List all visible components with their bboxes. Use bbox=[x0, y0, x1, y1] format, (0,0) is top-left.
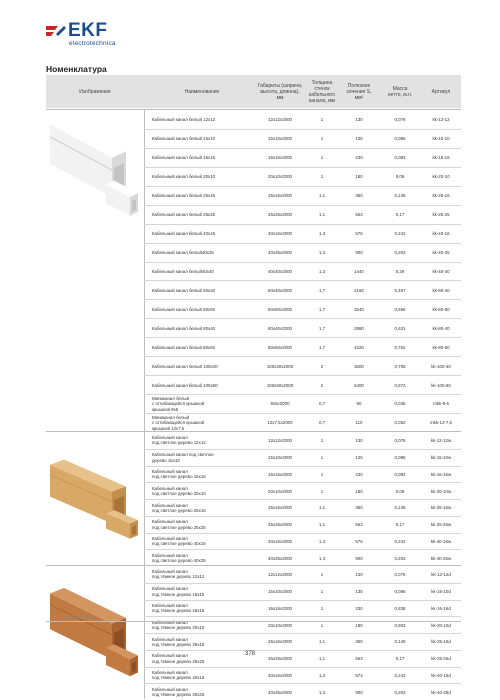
cell-thickness: 1,1 bbox=[318, 193, 326, 199]
cell-mass: 0,086 bbox=[394, 455, 406, 461]
cell-mass: 0,17 bbox=[395, 522, 405, 528]
cell-name: Кабельный канал белый40х25 bbox=[152, 249, 214, 255]
cell-dims: 40х16х2000 bbox=[268, 231, 292, 236]
table-row bbox=[144, 129, 461, 148]
cell-thickness: 1 bbox=[320, 589, 324, 595]
cell-thickness: 1,1 bbox=[318, 639, 326, 645]
brand-name: EKF bbox=[68, 20, 108, 41]
cell-dims: 80х60х2000 bbox=[268, 344, 292, 350]
cell-dims: 25х25х2000 bbox=[268, 522, 292, 528]
cell-dims: 60х40х2000 bbox=[268, 287, 292, 293]
cell-article: kk-25-25 bbox=[432, 212, 450, 218]
cell-mass: 0,149 bbox=[394, 639, 406, 645]
cell-mass: 0,17 bbox=[395, 212, 405, 218]
cell-mass: 0,242 bbox=[394, 231, 406, 236]
cell-name: Кабельный канал под тёмное дерево 16х16 bbox=[152, 603, 205, 614]
cell-article: kk-25-25d bbox=[431, 656, 451, 662]
cell-mass: 0,09 bbox=[395, 488, 405, 494]
cell-thickness: 1 bbox=[320, 455, 324, 461]
cell-dims: 16х16х2000 bbox=[268, 471, 292, 477]
table-row bbox=[144, 432, 461, 449]
cell-article: kk-15-10w bbox=[430, 455, 452, 461]
cell-dims: 80х40х2000 bbox=[268, 325, 292, 331]
ekf-logo bbox=[46, 20, 166, 52]
dark-wood-cable-channel-icon bbox=[50, 586, 138, 680]
cell-thickness: 2 bbox=[320, 382, 324, 388]
cell-mass: 0,076 bbox=[394, 116, 406, 122]
cell-dims: 100х60х2000 bbox=[266, 382, 294, 388]
cell-mass: 0,076 bbox=[394, 437, 406, 443]
cell-thickness: 1,7 bbox=[318, 344, 326, 350]
cell-article: kk-25-16d bbox=[431, 639, 451, 645]
table-row bbox=[144, 394, 461, 413]
cell-name: Кабельный канал белый 40х16 bbox=[152, 231, 216, 236]
cell-dims: 16х16х2000 bbox=[268, 155, 292, 161]
table-row bbox=[144, 466, 461, 483]
cell-dims: 9х5х2000 bbox=[270, 401, 290, 407]
cell-dims: 40х25х2000 bbox=[268, 689, 292, 695]
cell-section: 230 bbox=[355, 471, 363, 477]
cell-thickness: 0,7 bbox=[318, 401, 326, 407]
cell-article: kk-16-16 bbox=[432, 155, 450, 161]
product-group bbox=[46, 431, 461, 565]
cell-name: Миниканал белый с отгибающейся крышкой крышкой 9х5 bbox=[152, 396, 205, 412]
cell-mass: 0,752 bbox=[394, 344, 406, 350]
cell-dims: 25х16х2000 bbox=[268, 193, 292, 199]
cell-article: kk-80-40 bbox=[432, 325, 450, 331]
header-dims: Габариты (ширина, высота, длинна), мм bbox=[257, 82, 303, 101]
cell-section: 110 bbox=[355, 420, 363, 426]
cell-article: kk-25-25w bbox=[430, 522, 452, 528]
cell-section: 900 bbox=[355, 689, 363, 695]
cell-mass: 0,29 bbox=[395, 268, 405, 274]
cell-mass: 0,263 bbox=[394, 555, 406, 561]
product-image bbox=[50, 116, 138, 220]
cell-mass: 0,242 bbox=[394, 672, 406, 678]
cell-name: Кабельный канал под тёмное дерево 20х10 bbox=[152, 619, 205, 631]
cell-name: Кабельный канал белый 80х60 bbox=[152, 344, 216, 350]
cell-mass: 0,09 bbox=[395, 174, 405, 180]
cell-thickness: 0,7 bbox=[318, 420, 326, 426]
cell-article: kk-40-16 bbox=[432, 231, 450, 236]
cell-thickness: 2 bbox=[320, 363, 324, 369]
cell-name: Кабельный канал под тёмное дерево 12х12 bbox=[152, 569, 205, 580]
table-row bbox=[144, 499, 461, 516]
header-section: Полезное сечение S, мм² bbox=[346, 82, 372, 101]
table-row bbox=[144, 516, 461, 533]
table-row bbox=[144, 224, 461, 243]
cell-mass: 0,149 bbox=[394, 193, 406, 199]
cell-thickness: 1,1 bbox=[318, 212, 326, 218]
product-group bbox=[46, 109, 461, 431]
page-number: 378 bbox=[244, 651, 255, 657]
table-row bbox=[144, 318, 461, 337]
cell-section: 130 bbox=[355, 116, 363, 122]
cell-dims: 25х16х2000 bbox=[268, 505, 292, 511]
table-row bbox=[144, 148, 461, 167]
cell-thickness: 1 bbox=[320, 571, 324, 577]
cell-thickness: 1,3 bbox=[318, 538, 326, 544]
cell-section: 90 bbox=[356, 401, 362, 407]
cell-section: 563 bbox=[355, 656, 363, 662]
cell-section: 230 bbox=[355, 155, 363, 161]
cell-mass: 0,086 bbox=[394, 589, 406, 595]
cell-thickness: 1,3 bbox=[318, 268, 326, 274]
cell-name: Кабельный канал под светлое дерево 16х16 bbox=[152, 469, 206, 480]
table-row bbox=[144, 449, 461, 466]
cell-section: 3600 bbox=[354, 363, 364, 369]
cell-article: kk-15-10d bbox=[431, 589, 451, 595]
cell-section: 360 bbox=[355, 639, 363, 645]
cell-mass: 0,052 bbox=[394, 420, 406, 426]
cell-name: Кабельный канал под светлое дерево 25х16 bbox=[152, 502, 206, 513]
cell-dims: 60х60х2000 bbox=[268, 306, 292, 312]
cell-thickness: 1 bbox=[320, 174, 324, 180]
cell-thickness: 1,7 bbox=[318, 287, 326, 293]
cell-name: Кабельный канал под тёмное дерево 25х25 bbox=[152, 653, 205, 664]
cell-mass: 0,838 bbox=[394, 605, 406, 611]
cell-section: 360 bbox=[355, 193, 363, 199]
table-row bbox=[144, 633, 461, 650]
cell-section: 1440 bbox=[354, 268, 364, 274]
table-row bbox=[144, 616, 461, 633]
cell-section: 574 bbox=[355, 672, 363, 678]
cell-section: 135 bbox=[355, 136, 363, 142]
cell-mass: 0,263 bbox=[394, 249, 406, 255]
cell-dims: 25х16х2000 bbox=[268, 639, 292, 645]
cell-name: Кабельный канал белый 16х16 bbox=[152, 155, 216, 161]
cell-mass: 0,242 bbox=[394, 538, 406, 544]
cell-section: 900 bbox=[355, 555, 363, 561]
cell-article: kk-12-12w bbox=[430, 437, 452, 443]
ekf-logo-mark-icon bbox=[46, 24, 66, 40]
cell-section: 230 bbox=[355, 605, 363, 611]
header-mass: Масса нетто, м.п. bbox=[387, 85, 413, 98]
cell-article: kk-40-25w bbox=[430, 555, 452, 561]
cell-name: Кабельный канал белый 60х60 bbox=[152, 306, 216, 312]
cell-section: 360 bbox=[355, 505, 363, 511]
cell-name: Кабельный канал под тёмное дерево 15х10 bbox=[152, 586, 205, 597]
cell-section: 180 bbox=[355, 174, 363, 180]
table-row bbox=[144, 482, 461, 499]
table-row bbox=[144, 299, 461, 318]
cell-name: Кабельный канал белый 100х60 bbox=[152, 382, 218, 388]
cell-thickness: 1,7 bbox=[318, 306, 326, 312]
cell-thickness: 1 bbox=[320, 437, 324, 443]
cell-section: 135 bbox=[355, 455, 363, 461]
cell-thickness: 1 bbox=[320, 622, 324, 628]
cell-name: Кабельный канал белый 60х40 bbox=[152, 287, 216, 293]
cell-thickness: 1 bbox=[320, 136, 324, 142]
cell-article: kk-15-10 bbox=[432, 136, 450, 142]
header-image: Изображение bbox=[79, 88, 111, 95]
cell-name: Миниканал белый с отгибающейся крышкой крышкой 12х7,5 bbox=[152, 415, 205, 431]
table-row bbox=[144, 600, 461, 617]
cell-name: Кабельный канал белый 15х10 bbox=[152, 136, 216, 142]
cell-name: Кабельный канал белый40х40 bbox=[152, 268, 214, 274]
cell-dims: 12х12х2000 bbox=[268, 571, 292, 577]
table-row bbox=[144, 167, 461, 186]
cell-article: mkk-12-7,5 bbox=[430, 420, 452, 426]
cell-thickness: 1,1 bbox=[318, 522, 326, 528]
cell-name: Кабельный канал под светлое дерево 20х10 bbox=[152, 485, 206, 497]
cell-name: Кабельный канал белый 80х40 bbox=[152, 325, 216, 331]
cell-article: kk-40-16d bbox=[431, 672, 451, 678]
cell-mass: 0,263 bbox=[394, 689, 406, 695]
cell-dims: 40х25х2000 bbox=[268, 249, 292, 255]
table-row bbox=[144, 667, 461, 684]
cell-section: 4320 bbox=[354, 344, 364, 350]
cell-section: 563 bbox=[355, 212, 363, 218]
cell-dims: 20х10х2000 bbox=[268, 174, 292, 180]
cell-thickness: 1 bbox=[320, 471, 324, 477]
cell-name: Кабельный канал белый 25х25 bbox=[152, 212, 216, 218]
cell-article: kk-60-60 bbox=[432, 306, 450, 312]
white-cable-channel-icon bbox=[50, 116, 138, 220]
cell-section: 180 bbox=[355, 622, 363, 628]
cell-dims: 25х25х2000 bbox=[268, 212, 292, 218]
cell-section: 130 bbox=[355, 571, 363, 577]
table-row bbox=[144, 356, 461, 375]
table-row bbox=[144, 533, 461, 550]
cell-section: 900 bbox=[355, 249, 363, 255]
cell-mass: 0,705 bbox=[394, 363, 406, 369]
cell-mass: 0,076 bbox=[394, 571, 406, 577]
cell-article: kk-40-16w bbox=[430, 538, 452, 544]
cell-dims: 40х16х2000 bbox=[268, 672, 292, 678]
cell-article: kk-16-16w bbox=[430, 471, 452, 477]
cell-name: Кабельный канал под светлое дерево 40х25 bbox=[152, 552, 206, 564]
cell-mass: 0,566 bbox=[394, 306, 406, 312]
cell-dims: 40х16х2000 bbox=[268, 538, 292, 544]
cell-article: kk-20-10d bbox=[431, 622, 451, 628]
table-row bbox=[144, 186, 461, 205]
cell-mass: 0,903 bbox=[394, 622, 406, 628]
cell-article: kk-16-16d bbox=[431, 605, 451, 611]
cell-section: 563 bbox=[355, 522, 363, 528]
light-wood-cable-channel-icon bbox=[50, 458, 138, 542]
cell-thickness: 1,3 bbox=[318, 555, 326, 561]
cell-dims: 20х10х2000 bbox=[268, 622, 292, 628]
cell-section: 576 bbox=[355, 231, 363, 236]
cell-thickness: 1,1 bbox=[318, 505, 326, 511]
cell-article: kk-60-40 bbox=[432, 287, 450, 293]
header-thickness: Толщина стенок кабельного канала, мм bbox=[308, 79, 336, 104]
cell-dims: 100х40х2000 bbox=[266, 363, 294, 369]
cell-name: Кабельный канал белый 25х16 bbox=[152, 193, 216, 199]
cell-name: Кабельный канал под светлое дерево 12х12 bbox=[152, 435, 206, 446]
cell-mass: 0,083 bbox=[394, 155, 406, 161]
cell-name: Кабельный канал белый 12х12 bbox=[152, 116, 216, 122]
cell-thickness: 1,3 bbox=[318, 672, 326, 678]
table-row bbox=[144, 583, 461, 600]
cell-article: kk-40-25 bbox=[432, 249, 450, 255]
cell-article: kk-100-40 bbox=[431, 363, 451, 369]
table-row bbox=[144, 337, 461, 356]
cell-thickness: 1,3 bbox=[318, 689, 326, 695]
cell-dims: 12х12х2000 bbox=[268, 437, 292, 443]
table-row bbox=[144, 566, 461, 583]
cell-dims: 40х40х2000 bbox=[268, 268, 292, 274]
cell-section: 3240 bbox=[354, 306, 364, 312]
cell-article: kk-25-16 bbox=[432, 193, 450, 199]
cell-thickness: 1 bbox=[320, 605, 324, 611]
cell-section: 130 bbox=[355, 437, 363, 443]
header-article: Артикул bbox=[431, 88, 451, 95]
cell-article: mkk-9-5 bbox=[433, 401, 449, 407]
cell-section: 135 bbox=[355, 589, 363, 595]
table-row bbox=[144, 262, 461, 281]
product-image bbox=[50, 458, 138, 542]
cell-dims: 12х12х2000 bbox=[268, 116, 292, 122]
cell-dims: 25х25х2000 bbox=[268, 656, 292, 662]
cell-dims: 16х16х2000 bbox=[268, 605, 292, 611]
product-group bbox=[46, 565, 461, 699]
cell-dims: 20х10х2000 bbox=[268, 488, 292, 494]
table-row bbox=[144, 110, 461, 129]
cell-article: kk-40-25d bbox=[431, 689, 451, 695]
header-name: Наименование bbox=[184, 88, 220, 95]
cell-name: Кабельный канал под тёмное дерево 40х16 bbox=[152, 670, 205, 681]
product-image bbox=[50, 586, 138, 680]
table-row bbox=[144, 549, 461, 566]
cell-mass: 0,872 bbox=[394, 382, 406, 388]
cell-dims: 12х7,5х2000 bbox=[267, 420, 293, 426]
cell-mass: 0,467 bbox=[394, 287, 406, 293]
cell-dims: 40х25х2000 bbox=[268, 555, 292, 561]
cell-name: Кабельный канал под светлое дерево 25х25 bbox=[152, 519, 206, 530]
cell-section: 576 bbox=[355, 538, 363, 544]
table-row bbox=[144, 375, 461, 394]
cell-mass: 0,036 bbox=[394, 401, 406, 407]
brand-subtitle: electrotechnica bbox=[69, 40, 116, 47]
cell-thickness: 1,7 bbox=[318, 325, 326, 331]
cell-section: 2880 bbox=[354, 325, 364, 331]
cell-article: kk-80-60 bbox=[432, 344, 450, 350]
table-bottom-rule bbox=[46, 621, 461, 622]
cell-name: Кабельный канал белый 100х40 bbox=[152, 363, 218, 369]
cell-thickness: 1 bbox=[320, 155, 324, 161]
cell-mass: 0,086 bbox=[394, 136, 406, 142]
cell-name: Кабельный канал под тёмное дерево 40х25 bbox=[152, 686, 205, 698]
cell-name: Кабельный канал под светлое дерево 40х16 bbox=[152, 536, 206, 547]
table-row bbox=[144, 413, 461, 432]
cell-thickness: 1 bbox=[320, 116, 324, 122]
cell-thickness: 1,3 bbox=[318, 249, 326, 255]
cell-article: kk-20-10 bbox=[432, 174, 450, 180]
cell-article: kk-12-12d bbox=[431, 571, 451, 577]
cell-thickness: 1,3 bbox=[318, 231, 326, 236]
cell-article: kk-25-16w bbox=[430, 505, 452, 511]
cell-section: 2160 bbox=[354, 287, 364, 293]
cell-article: kk-40-40 bbox=[432, 268, 450, 274]
cell-name: Кабельный канал под светлое дерево 15х10 bbox=[152, 452, 214, 463]
table-row bbox=[144, 243, 461, 262]
cell-dims: 15х10х2000 bbox=[268, 589, 292, 595]
cell-mass: 0,631 bbox=[394, 325, 406, 331]
cell-section: 5400 bbox=[354, 382, 364, 388]
cell-name: Кабельный канал белый 20х10 bbox=[152, 174, 216, 180]
cell-section: 180 bbox=[355, 488, 363, 494]
table-row bbox=[144, 683, 461, 700]
cell-mass: 0,083 bbox=[394, 471, 406, 477]
section-title: Номенклатура bbox=[46, 64, 107, 74]
table-row bbox=[144, 205, 461, 224]
cell-thickness: 1,1 bbox=[318, 656, 326, 662]
cell-mass: 0,17 bbox=[395, 656, 405, 662]
cell-article: kk-20-10w bbox=[430, 488, 452, 494]
cell-dims: 15х10х2000 bbox=[268, 455, 292, 461]
table-header bbox=[46, 75, 461, 108]
cell-article: kk-100-60 bbox=[431, 382, 451, 388]
cell-mass: 0,149 bbox=[394, 505, 406, 511]
cell-name: Кабельный канал под тёмное дерево 25х16 bbox=[152, 636, 205, 647]
cell-thickness: 1 bbox=[320, 488, 324, 494]
cell-dims: 15х10х2000 bbox=[268, 136, 292, 142]
cell-article: kk-12-12 bbox=[432, 116, 450, 122]
table-row bbox=[144, 280, 461, 299]
